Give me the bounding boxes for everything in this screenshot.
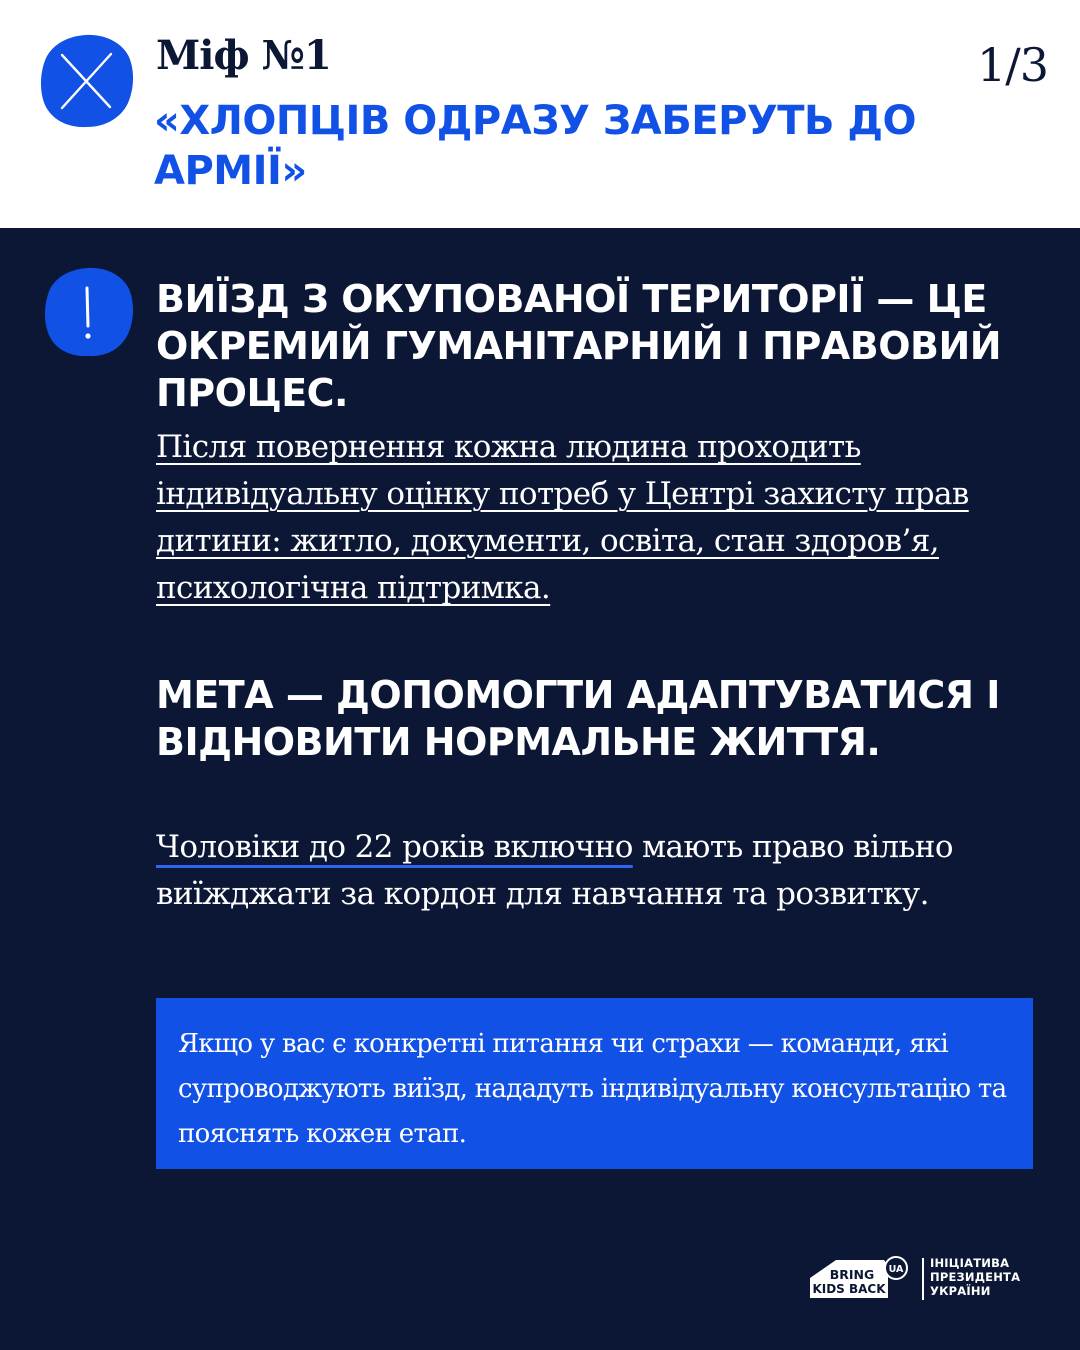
footer-divider bbox=[922, 1258, 924, 1300]
initiative-line: ІНІЦІАТИВА bbox=[930, 1256, 1010, 1270]
header bbox=[0, 0, 1080, 228]
svg-text:UA: UA bbox=[888, 1264, 904, 1275]
highlighted-phrase: Чоловіки до 22 років включно bbox=[156, 829, 633, 865]
myth-title: «ХЛОПЦІВ ОДРАЗУ ЗАБЕРУТЬ ДО АРМІЇ» bbox=[154, 98, 917, 194]
section1-heading: ВИЇЗД З ОКУПОВАНОЇ ТЕРИТОРІЇ — ЦЕ ОКРЕМИЙ ГУМАНІТАРНИЙ І ПРАВОВИЙ ПРОЦЕС. bbox=[156, 277, 1002, 415]
page-counter: 1/3 bbox=[976, 38, 1048, 92]
section2-text bbox=[156, 824, 1036, 918]
info-box bbox=[156, 998, 1033, 1169]
myth-label: Міф №1 bbox=[156, 32, 331, 79]
section2-heading: МЕТА — ДОПОМОГТИ АДАПТУВАТИСЯ І ВІДНОВИТИ НОРМАЛЬНЕ ЖИТТЯ. bbox=[156, 673, 1000, 764]
svg-text:BRING: BRING bbox=[829, 1267, 875, 1282]
info-text: Якщо у вас є конкретні питання чи страхи — команди, які супроводжують виїзд, нададуть індивідуальну консультацію та пояснять кожен етап. bbox=[178, 1029, 1007, 1149]
section2-text-rest: мають право вільно виїжджати за кордон для навчання та розвитку. bbox=[156, 829, 953, 912]
svg-text:KIDS BACK: KIDS BACK bbox=[812, 1282, 886, 1296]
exclamation-icon bbox=[42, 266, 134, 358]
initiative-line: ПРЕЗИДЕНТА bbox=[930, 1270, 1021, 1284]
cross-icon bbox=[38, 33, 134, 129]
president-initiative-label bbox=[930, 1256, 1044, 1298]
section1-text: Після повернення кожна людина проходить індивідуальну оцінку потреб у Центрі захисту прав дитини: житло, документи, освіта, стан здоров’я, психологічна підтримка. bbox=[156, 429, 969, 606]
bring-kids-back-logo bbox=[808, 1252, 912, 1304]
footer bbox=[808, 1252, 1044, 1304]
initiative-line: УКРАЇНИ bbox=[930, 1284, 991, 1298]
